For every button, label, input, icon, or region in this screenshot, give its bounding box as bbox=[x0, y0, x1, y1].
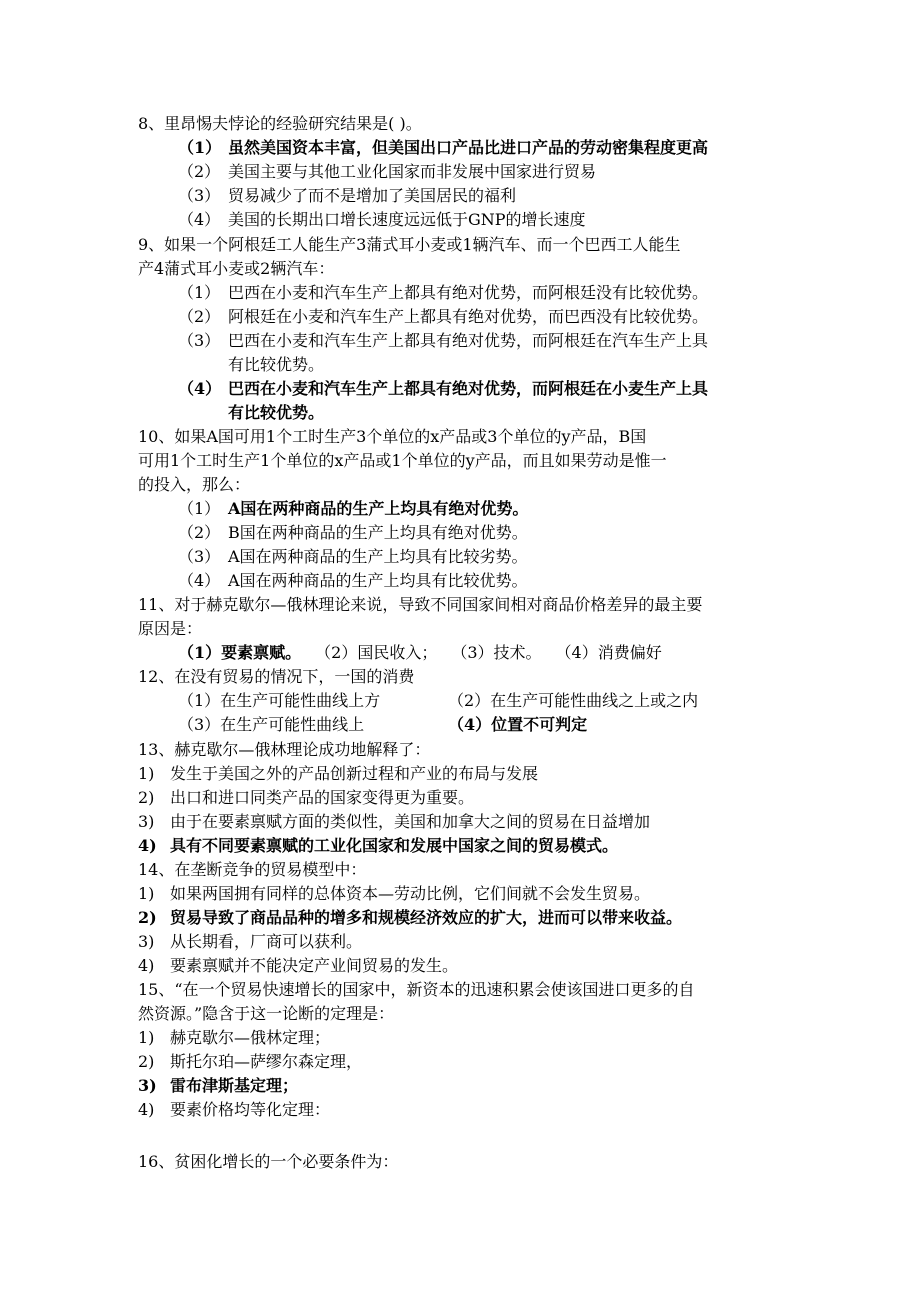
question-15-stem-line-1: 15、“在一个贸易快速增长的国家中，新资本的迅速积累会使该国进口更多的自 bbox=[138, 980, 695, 999]
question-11-option-1: （1）要素禀赋。 bbox=[178, 643, 302, 662]
question-9-option-3-continued: 有比较优势。 bbox=[228, 355, 325, 374]
question-10-stem-line-2: 可用1个工时生产1个单位的x产品或1个单位的y产品，而且如果劳动是惟一 bbox=[138, 451, 667, 470]
question-8-option-1-num: （1） bbox=[178, 138, 222, 157]
question-14-option-1: 如果两国拥有同样的总体资本—劳动比例，它们间就不会发生贸易。 bbox=[170, 884, 651, 903]
question-10-option-4-num: （4） bbox=[178, 571, 221, 590]
question-15-option-2-num: 2) bbox=[138, 1052, 155, 1071]
question-9-stem-line-2: 产4蒲式耳小麦或2辆汽车： bbox=[138, 259, 335, 278]
question-15-option-4-num: 4) bbox=[138, 1100, 155, 1119]
question-15-option-2: 斯托尔珀—萨缪尔森定理， bbox=[170, 1052, 363, 1071]
question-11-options-row bbox=[178, 642, 662, 664]
question-13-option-3-num: 3) bbox=[138, 812, 155, 831]
question-10-option-1-num: （1） bbox=[178, 499, 221, 518]
question-10-option-2-num: （2） bbox=[178, 523, 221, 542]
question-10-stem-line-1: 10、如果A国可用1个工时生产3个单位的x产品或3个单位的y产品，B国 bbox=[138, 427, 647, 446]
question-12-option-2: （2）在生产可能性曲线之上或之内 bbox=[448, 691, 699, 710]
question-15-option-1-num: 1) bbox=[138, 1028, 155, 1047]
question-9-option-2: 阿根廷在小麦和汽车生产上都具有绝对优势，而巴西没有比较优势。 bbox=[228, 307, 709, 326]
question-12-option-4: （4）位置不可判定 bbox=[448, 715, 588, 734]
question-10-stem-line-3: 的投入，那么： bbox=[138, 475, 251, 494]
question-9-option-4-num: （4） bbox=[178, 379, 222, 398]
question-9-option-4: 巴西在小麦和汽车生产上都具有绝对优势，而阿根廷在小麦生产上具 bbox=[228, 379, 709, 398]
question-11-stem-line-1: 11、对于赫克歇尔—俄林理论来说，导致不同国家间相对商品价格差异的最主要 bbox=[138, 595, 703, 614]
question-11-option-2: （2）国民收入； bbox=[315, 643, 438, 662]
question-13-option-3: 由于在要素禀赋方面的类似性，美国和加拿大之间的贸易在日益增加 bbox=[170, 812, 651, 831]
question-15-option-3-num: 3) bbox=[138, 1076, 157, 1095]
question-8-stem: 8、里昂惕夫悖论的经验研究结果是( )。 bbox=[138, 114, 422, 133]
question-14-option-1-num: 1) bbox=[138, 884, 155, 903]
question-9-option-1-num: （1） bbox=[178, 283, 221, 302]
question-10-option-2: B国在两种商品的生产上均具有绝对优势。 bbox=[228, 523, 528, 542]
question-11-stem-line-2: 原因是： bbox=[138, 619, 203, 638]
question-10-option-1: A国在两种商品的生产上均具有绝对优势。 bbox=[228, 499, 529, 518]
question-9-option-4-continued: 有比较优势。 bbox=[228, 403, 325, 422]
question-8-option-3: 贸易减少了而不是增加了美国居民的福利 bbox=[228, 186, 517, 205]
question-16-stem: 16、贫困化增长的一个必要条件为： bbox=[138, 1152, 399, 1171]
question-13-option-2-num: 2) bbox=[138, 788, 155, 807]
question-9-option-3: 巴西在小麦和汽车生产上都具有绝对优势，而阿根廷在汽车生产上具 bbox=[228, 331, 709, 350]
question-14-option-3-num: 3) bbox=[138, 932, 155, 951]
question-15-option-1: 赫克歇尔—俄林定理； bbox=[170, 1028, 331, 1047]
question-14-option-2-num: 2) bbox=[138, 908, 157, 927]
question-15-option-4: 要素价格均等化定理： bbox=[170, 1100, 331, 1119]
question-8-option-2: 美国主要与其他工业化国家而非发展中国家进行贸易 bbox=[228, 162, 597, 181]
question-10-option-3-num: （3） bbox=[178, 547, 221, 566]
question-13-option-1: 发生于美国之外的产品创新过程和产业的布局与发展 bbox=[170, 764, 539, 783]
question-9-stem-line-1: 9、如果一个阿根廷工人能生产3蒲式耳小麦或1辆汽车、而一个巴西工人能生 bbox=[138, 235, 681, 254]
question-14-option-3: 从长期看，厂商可以获利。 bbox=[170, 932, 363, 951]
question-11-option-3: （3）技术。 bbox=[451, 643, 542, 662]
question-15-option-3: 雷布津斯基定理； bbox=[170, 1076, 299, 1095]
question-12-option-3: （3）在生产可能性曲线上 bbox=[178, 715, 365, 734]
question-9-option-1: 巴西在小麦和汽车生产上都具有绝对优势，而阿根廷没有比较优势。 bbox=[228, 283, 709, 302]
question-10-option-3: A国在两种商品的生产上均具有比较劣势。 bbox=[228, 547, 528, 566]
question-9-option-3-num: （3） bbox=[178, 331, 221, 350]
question-14-option-4-num: 4) bbox=[138, 956, 155, 975]
question-12-option-1: （1）在生产可能性曲线上方 bbox=[178, 691, 381, 710]
question-8-option-1: 虽然美国资本丰富，但美国出口产品比进口产品的劳动密集程度更高 bbox=[228, 138, 709, 157]
question-14-option-4: 要素禀赋并不能决定产业间贸易的发生。 bbox=[170, 956, 459, 975]
question-13-stem: 13、赫克歇尔—俄林理论成功地解释了： bbox=[138, 740, 431, 759]
question-9-option-2-num: （2） bbox=[178, 307, 221, 326]
question-12-stem: 12、在没有贸易的情况下，一国的消费 bbox=[138, 667, 415, 686]
question-8-option-2-num: （2） bbox=[178, 162, 221, 181]
question-14-option-2: 贸易导致了商品品种的增多和规模经济效应的扩大，进而可以带来收益。 bbox=[170, 908, 683, 927]
question-8-option-4-num: （4） bbox=[178, 210, 221, 229]
question-13-option-2: 出口和进口同类产品的国家变得更为重要。 bbox=[170, 788, 475, 807]
question-15-stem-line-2: 然资源。”隐含于这一论断的定理是： bbox=[138, 1004, 395, 1023]
question-14-stem: 14、在垄断竞争的贸易模型中： bbox=[138, 860, 367, 879]
question-8-option-3-num: （3） bbox=[178, 186, 221, 205]
question-8-option-4: 美国的长期出口增长速度远远低于GNP的增长速度 bbox=[228, 210, 586, 229]
question-10-option-4: A国在两种商品的生产上均具有比较优势。 bbox=[228, 571, 528, 590]
question-13-option-4: 具有不同要素禀赋的工业化国家和发展中国家之间的贸易模式。 bbox=[170, 836, 619, 855]
question-11-option-4: （4）消费偏好 bbox=[555, 643, 662, 662]
question-13-option-4-num: 4) bbox=[138, 836, 157, 855]
question-13-option-1-num: 1) bbox=[138, 764, 155, 783]
